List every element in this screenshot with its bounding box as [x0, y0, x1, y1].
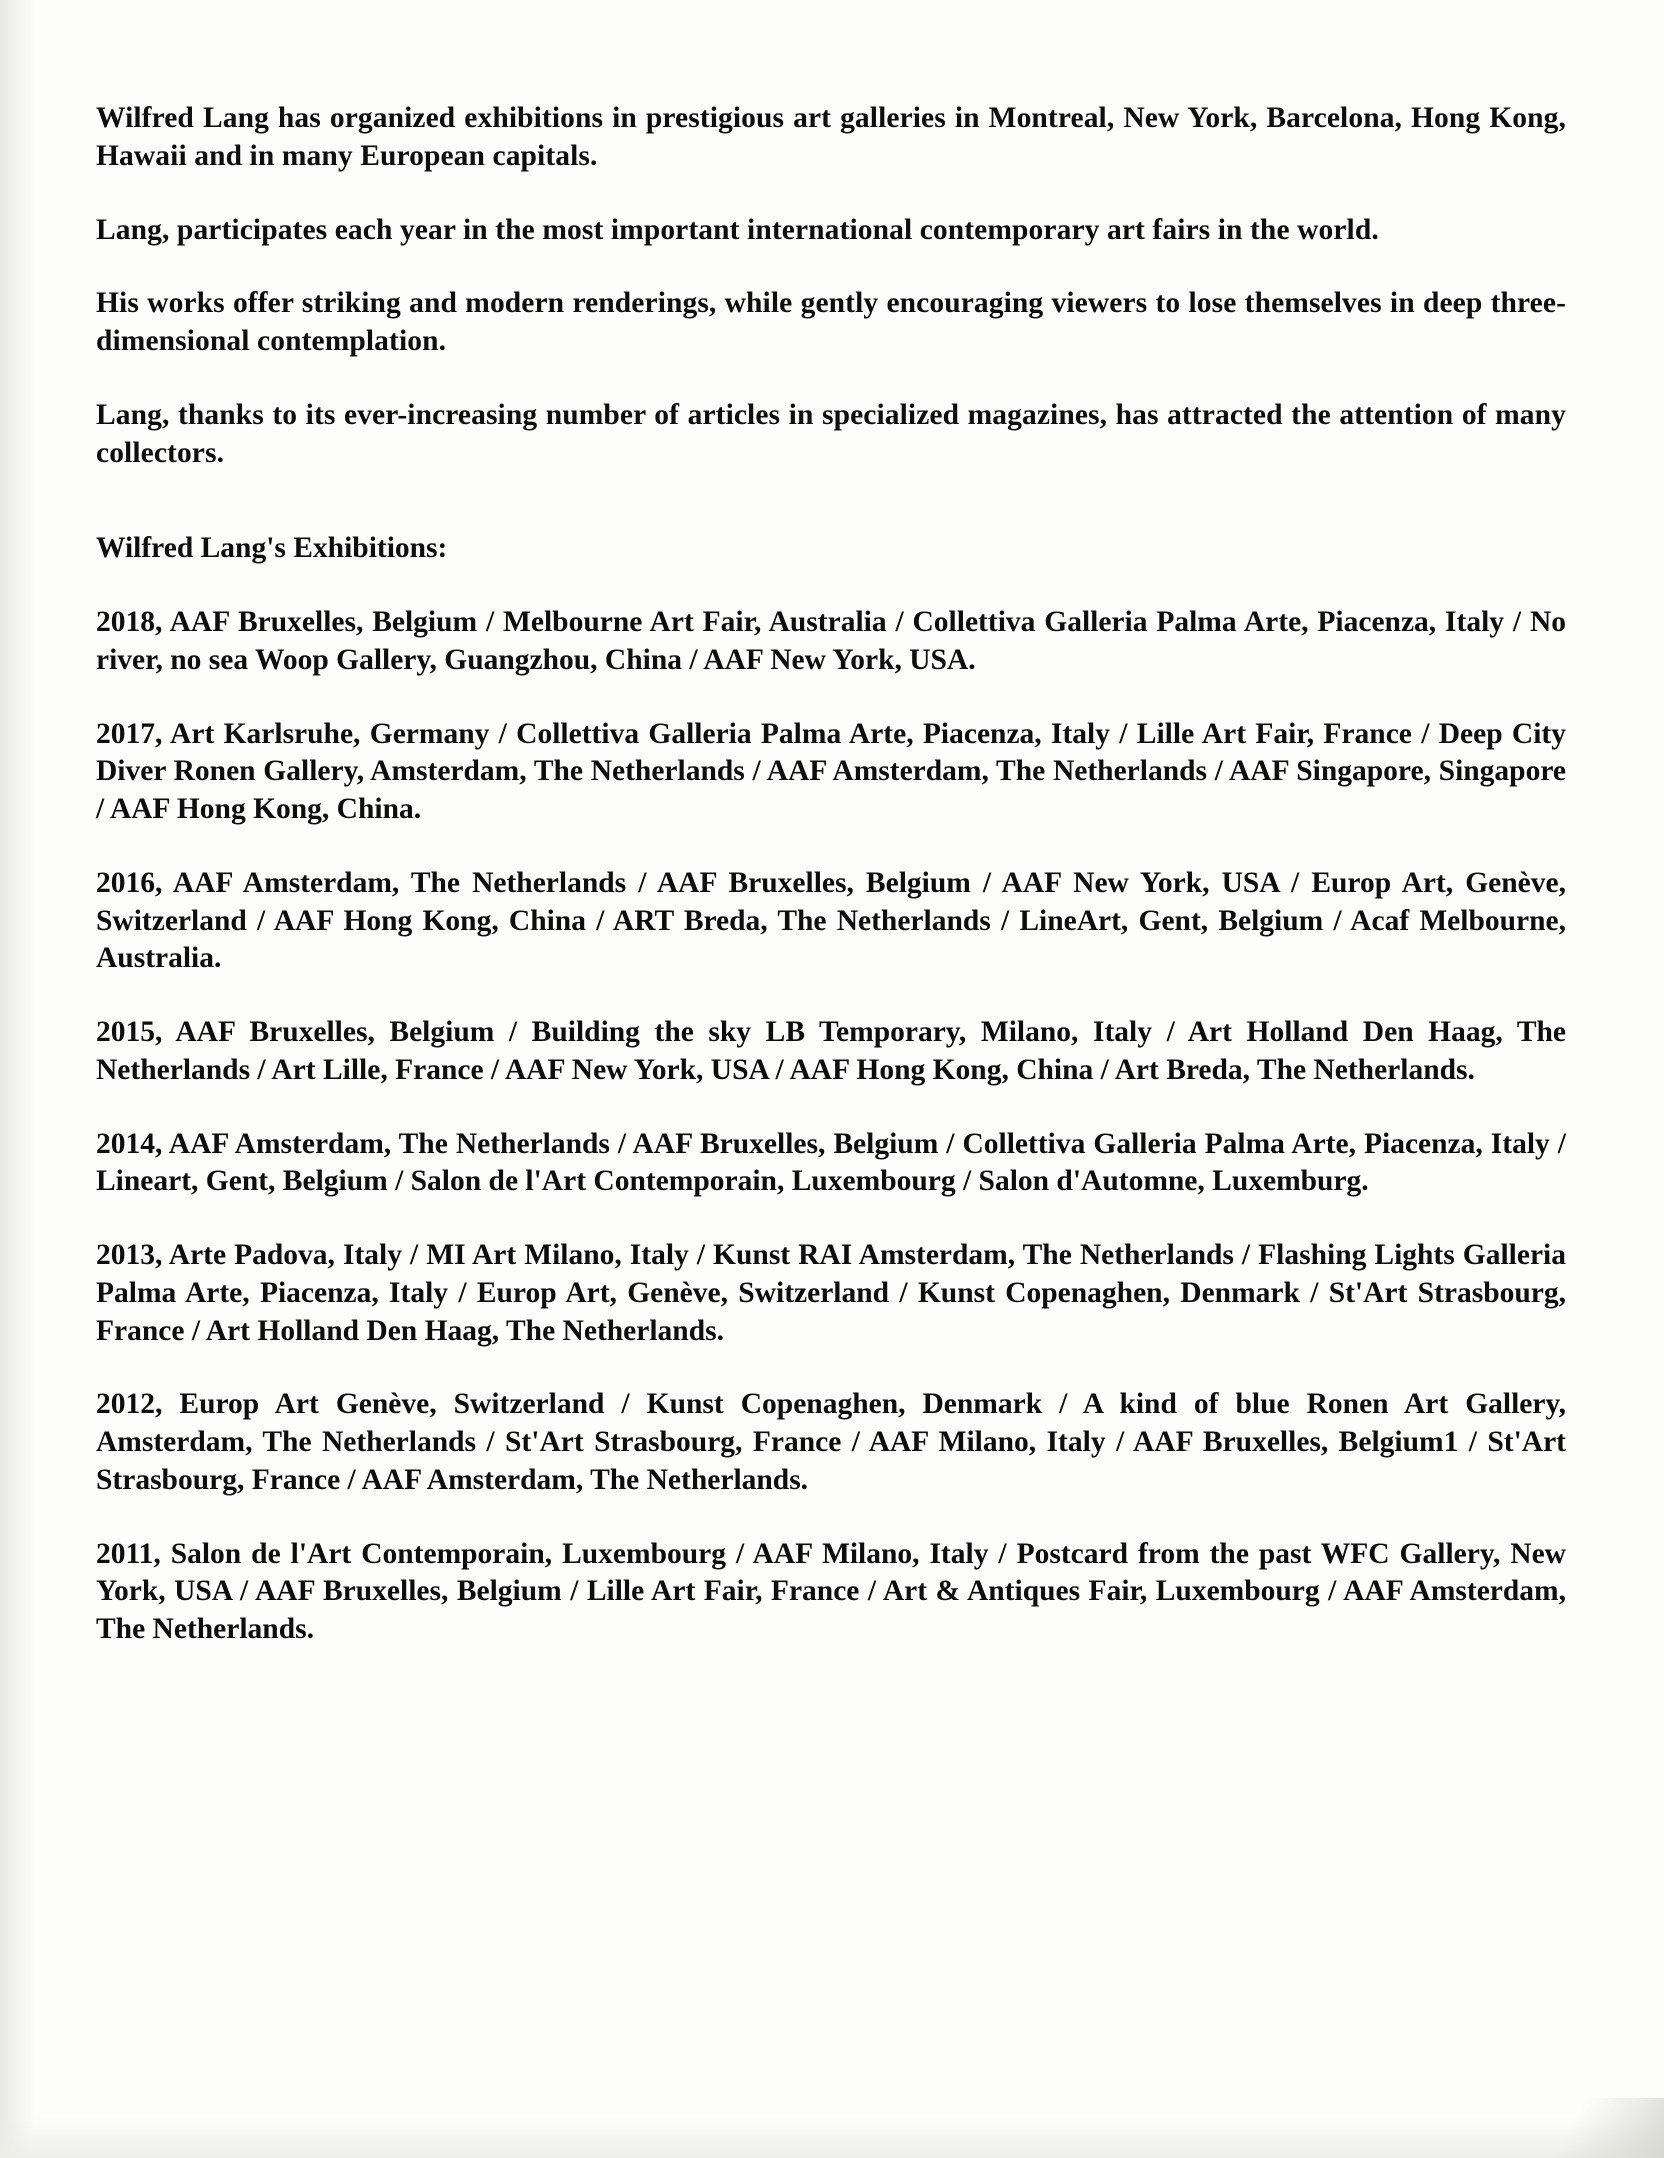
page-corner-shading — [1514, 2098, 1664, 2158]
exhibition-entry-2017: 2017, Art Karlsruhe, Germany / Collettiva Galleria Palma Arte, Piacenza, Italy / Lille Art Fair, France / Deep City Diver Ronen Gallery, Amsterdam, The Netherlands / AAF Amsterdam, The Netherlands / AAF Singapore, Singapore / AAF Hong Kong, China. — [96, 717, 1566, 825]
exhibition-entry-2014: 2014, AAF Amsterdam, The Netherlands / AAF Bruxelles, Belgium / Collettiva Galleria Palma Arte, Piacenza, Italy / Lineart, Gent, Belgium / Salon de l'Art Contemporain, Luxembourg / Salon d'Automne, Luxemburg. — [96, 1127, 1566, 1198]
exhibitions-heading: Wilfred Lang's Exhibitions: — [96, 532, 448, 565]
page-edge-shading-left — [0, 0, 34, 2158]
page-edge-shading-bottom — [0, 2118, 1664, 2158]
intro-paragraph-2: Lang, participates each year in the most important international contemporary art fairs in the world. — [96, 213, 1379, 246]
intro-paragraph-3: His works offer striking and modern renderings, while gently encouraging viewers to lose themselves in deep three-dimensional contemplation. — [96, 287, 1566, 357]
document-body — [96, 100, 1566, 1649]
exhibition-entry-2015: 2015, AAF Bruxelles, Belgium / Building the sky LB Temporary, Milano, Italy / Art Holland Den Haag, The Netherlands / Art Lille, France / AAF New York, USA / AAF Hong Kong, China / Art Breda, The Netherlands. — [96, 1016, 1566, 1086]
exhibition-entry-2011: 2011, Salon de l'Art Contemporain, Luxembourg / AAF Milano, Italy / Postcard from the past WFC Gallery, New York, USA / AAF Bruxelles, Belgium / Lille Art Fair, France / Art & Antiques Fair, Luxembourg / AAF Amsterdam, The Netherlands. — [96, 1537, 1566, 1645]
exhibition-entry-2018: 2018, AAF Bruxelles, Belgium / Melbourne Art Fair, Australia / Collettiva Galleria Palma Arte, Piacenza, Italy / No river, no sea Woop Gallery, Guangzhou, China / AAF New York, USA. — [96, 606, 1566, 676]
intro-paragraph-4: Lang, thanks to its ever-increasing number of articles in specialized magazines, has attracted the attention of many collectors. — [96, 398, 1566, 469]
exhibition-entry-2016: 2016, AAF Amsterdam, The Netherlands / AAF Bruxelles, Belgium / AAF New York, USA / Europ Art, Genève, Switzerland / AAF Hong Kong, China / ART Breda, The Netherlands / LineArt, Gent, Belgium / Acaf Melbourne, Australia. — [96, 866, 1566, 975]
exhibition-entry-2013: 2013, Arte Padova, Italy / MI Art Milano, Italy / Kunst RAI Amsterdam, The Netherlands / Flashing Lights Galleria Palma Arte, Piacenza, Italy / Europ Art, Genève, Switzerland / Kunst Copenaghen, Denmark / St'Art Strasbourg, France / Art Holland Den Haag, The Netherlands. — [96, 1239, 1566, 1347]
intro-paragraph-1: Wilfred Lang has organized exhibitions in prestigious art galleries in Montreal, New York, Barcelona, Hong Kong, Hawaii and in many European capitals. — [96, 102, 1566, 172]
exhibition-entry-2012: 2012, Europ Art Genève, Switzerland / Kunst Copenaghen, Denmark / A kind of blue Ronen Art Gallery, Amsterdam, The Netherlands / St'Art Strasbourg, France / AAF Milano, Italy / AAF Bruxelles, Belgium1 / St'Art Strasbourg, France / AAF Amsterdam, The Netherlands. — [96, 1388, 1566, 1496]
